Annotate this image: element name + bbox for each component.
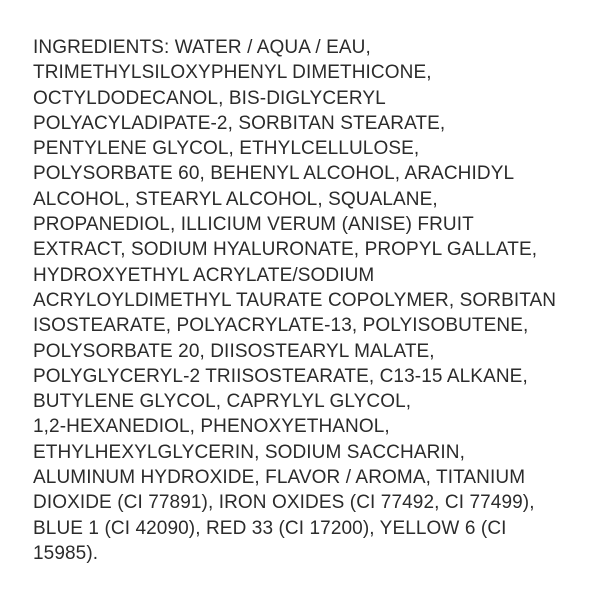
ingredients-line-3: OCTYLDODECANOL, BIS-DIGLYCERYL <box>33 87 386 109</box>
ingredients-line-14: POLYGLYCERYL-2 TRIISOSTEARATE, C13-15 ALKANE, <box>33 365 528 387</box>
ingredients-line-18: ALUMINUM HYDROXIDE, FLAVOR / AROMA, TITANIUM <box>33 467 526 489</box>
ingredients-line-9: EXTRACT, SODIUM HYALURONATE, PROPYL GALLATE, <box>33 239 538 261</box>
ingredients-line-2: TRIMETHYLSILOXYPHENYL DIMETHICONE, <box>33 62 432 84</box>
ingredients-line-17: ETHYLHEXYLGLYCERIN, SODIUM SACCHARIN, <box>33 441 465 463</box>
ingredients-line-19: DIOXIDE (CI 77891), IRON OXIDES (CI 77492, CI 77499), <box>33 492 535 514</box>
ingredients-line-5: PENTYLENE GLYCOL, ETHYLCELLULOSE, <box>33 138 420 160</box>
ingredients-line-1: INGREDIENTS: WATER / AQUA / EAU, <box>33 37 371 58</box>
ingredients-line-7: ALCOHOL, STEARYL ALCOHOL, SQUALANE, <box>33 188 438 210</box>
ingredients-line-6: POLYSORBATE 60, BEHENYL ALCOHOL, ARACHIDYL <box>33 163 515 185</box>
ingredients-line-20: BLUE 1 (CI 42090), RED 33 (CI 17200), YELLOW 6 (CI <box>33 517 507 539</box>
ingredients-line-4: POLYACYLADIPATE-2, SORBITAN STEARATE, <box>33 112 446 134</box>
ingredients-line-10: HYDROXYETHYL ACRYLATE/SODIUM <box>33 264 375 286</box>
ingredients-line-8: PROPANEDIOL, ILLICIUM VERUM (ANISE) FRUIT <box>33 214 474 236</box>
ingredients-line-11: ACRYLOYLDIMETHYL TAURATE COPOLYMER, SORBITAN <box>33 289 557 311</box>
ingredients-line-15: BUTYLENE GLYCOL, CAPRYLYL GLYCOL, <box>33 391 412 413</box>
ingredients-line-16: 1,2-HEXANEDIOL, PHENOXYETHANOL, <box>33 416 390 438</box>
ingredients-line-12: ISOSTEARATE, POLYACRYLATE-13, POLYISOBUTENE, <box>33 315 529 337</box>
ingredients-line-13: POLYSORBATE 20, DIISOSTEARYL MALATE, <box>33 340 435 362</box>
ingredients-label <box>33 35 573 566</box>
ingredients-line-21: 15985). <box>33 542 99 564</box>
